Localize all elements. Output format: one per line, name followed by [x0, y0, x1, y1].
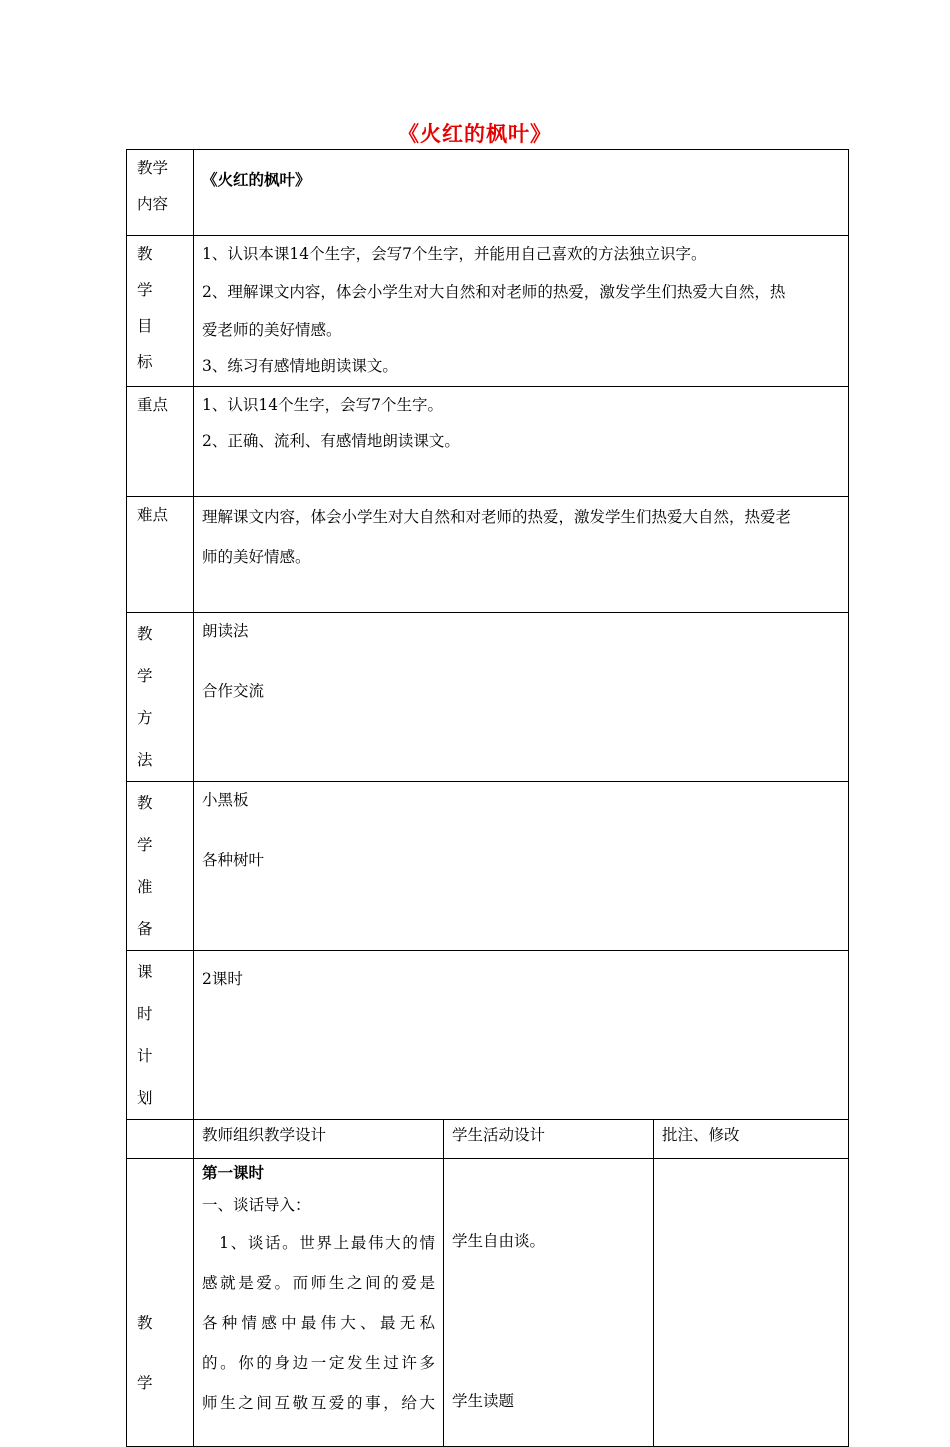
teacher-design-cell	[194, 1159, 444, 1447]
teaching-method-cell	[194, 613, 849, 782]
lesson-time-value: 2课时	[202, 970, 243, 988]
teacher-line: 各种情感中最伟大、最无私	[202, 1314, 435, 1332]
row-teaching-method	[127, 613, 849, 782]
difficult-point-line: 师的美好情感。	[202, 548, 311, 566]
header-notes: 批注、修改	[654, 1120, 849, 1159]
row-difficult-points	[127, 497, 849, 613]
student-activity-line: 学生读题	[452, 1392, 515, 1410]
page-title: 《火红的枫叶》	[398, 121, 552, 146]
teacher-line: 师生之间互敬互爱的事，给大	[202, 1394, 435, 1412]
key-points-cell	[194, 387, 849, 497]
section-title: 一、谈话导入：	[202, 1196, 311, 1214]
prep-line: 各种树叶	[202, 851, 265, 869]
teaching-content-value: 《火红的枫叶》	[202, 170, 311, 189]
student-activity-line: 学生自由谈。	[452, 1232, 546, 1250]
notes-cell	[654, 1159, 849, 1447]
teaching-content-value-cell	[194, 150, 849, 236]
header-empty-cell	[127, 1120, 194, 1159]
lesson-plan-table	[126, 149, 849, 1447]
goal-line: 1、认识本课14个生字，会写7个生字，并能用自己喜欢的方法独立识字。	[202, 245, 707, 263]
row-design-header	[127, 1120, 849, 1159]
key-point-line: 1、认识14个生字，会写7个生字。	[202, 396, 443, 414]
teacher-line: 1、谈话。世界上最伟大的情	[202, 1234, 435, 1252]
teaching-prep-cell	[194, 782, 849, 951]
difficult-points-cell	[194, 497, 849, 613]
teaching-goals-cell	[194, 236, 849, 387]
teacher-line: 的。你的身边一定发生过许多	[202, 1354, 435, 1372]
row-teaching-process	[127, 1159, 849, 1447]
label-lesson-time: 课 时 计 划	[127, 951, 194, 1120]
row-teaching-content	[127, 150, 849, 236]
label-difficult-points: 难点	[127, 497, 194, 613]
row-teaching-prep	[127, 782, 849, 951]
prep-line: 小黑板	[202, 791, 249, 809]
key-point-line: 2、正确、流利、有感情地朗读课文。	[202, 432, 460, 450]
lesson-time-cell	[194, 951, 849, 1120]
header-teacher-design: 教师组织教学设计	[194, 1120, 444, 1159]
goal-line: 爱老师的美好情感。	[202, 321, 342, 339]
label-teaching-goals: 教 学 目 标	[127, 236, 194, 387]
student-activity-cell	[444, 1159, 654, 1447]
row-key-points	[127, 387, 849, 497]
label-teaching-process: 教 学	[127, 1159, 194, 1447]
header-student-activity: 学生活动设计	[444, 1120, 654, 1159]
method-line: 合作交流	[202, 682, 265, 700]
label-key-points: 重点	[127, 387, 194, 497]
teacher-line: 感就是爱。而师生之间的爱是	[202, 1274, 435, 1292]
label-teaching-content: 教学 内容	[127, 150, 194, 236]
row-teaching-goals	[127, 236, 849, 387]
method-line: 朗读法	[202, 622, 249, 640]
session-title: 第一课时	[202, 1163, 265, 1182]
row-lesson-plan-time	[127, 951, 849, 1120]
label-teaching-method: 教 学 方 法	[127, 613, 194, 782]
difficult-point-line: 理解课文内容，体会小学生对大自然和对老师的热爱，激发学生们热爱大自然，热爱老	[202, 508, 792, 526]
goal-line: 2、理解课文内容，体会小学生对大自然和对老师的热爱，激发学生们热爱大自然，热	[202, 283, 786, 301]
label-teaching-prep: 教 学 准 备	[127, 782, 194, 951]
goal-line: 3、练习有感情地朗读课文。	[202, 357, 398, 375]
